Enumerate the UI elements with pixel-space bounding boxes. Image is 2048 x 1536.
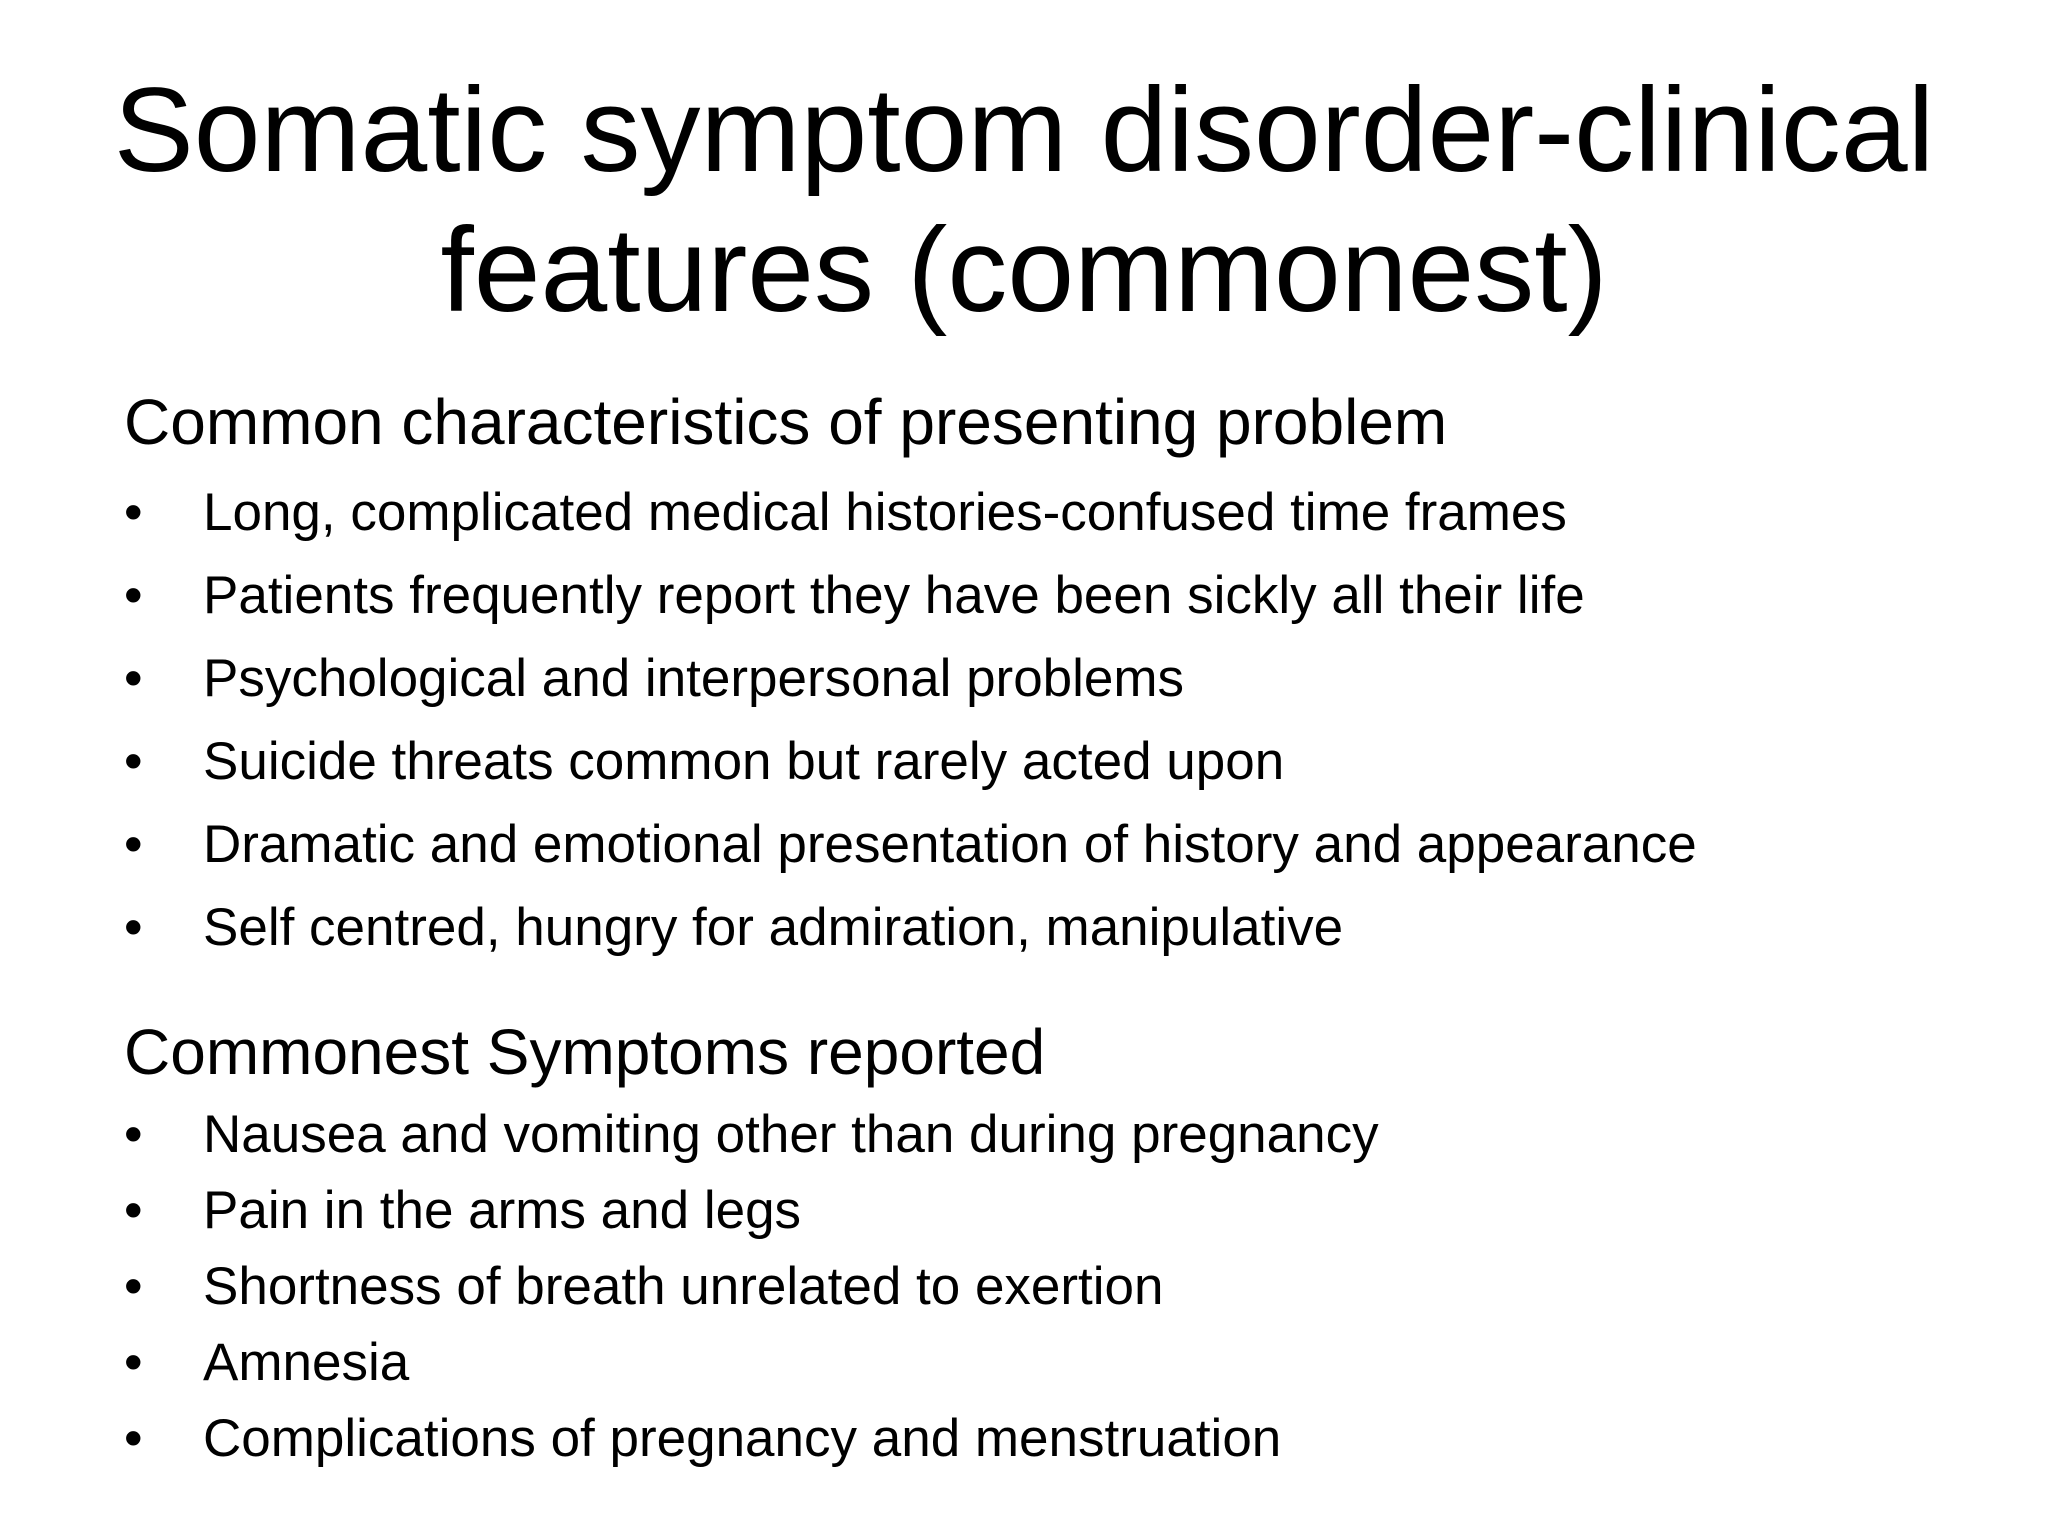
list-item: [124, 644, 1697, 727]
list-item-text: Long, complicated medical histories-confused time frames: [203, 483, 1567, 542]
section-heading-symptoms: Commonest Symptoms reported: [124, 1016, 1046, 1088]
bullet-point: •: [124, 1257, 143, 1316]
bullet-point: •: [124, 1333, 143, 1392]
list-item: [124, 727, 1697, 810]
list-item: [124, 1404, 1379, 1480]
bullet-point: •: [124, 898, 143, 957]
slide-title-line-1: Somatic symptom disorder-clinical: [113, 63, 1935, 197]
bullet-point: •: [124, 566, 143, 625]
list-item: [124, 1252, 1379, 1328]
list-item: [124, 478, 1697, 561]
slide-title: [0, 60, 2048, 340]
symptoms-list: [124, 1100, 1379, 1480]
list-item: [124, 561, 1697, 644]
presenting-problem-list: [124, 478, 1697, 976]
slide-title-line-2: features (commonest): [440, 203, 1608, 337]
list-item: [124, 1100, 1379, 1176]
bullet-point: •: [124, 483, 143, 542]
bullet-point: •: [124, 815, 143, 874]
list-item-text: Patients frequently report they have been sickly all their life: [203, 566, 1585, 625]
section-heading-presenting-problem: Common characteristics of presenting problem: [124, 386, 1448, 458]
list-item-text: Shortness of breath unrelated to exertion: [203, 1257, 1164, 1316]
list-item-text: Self centred, hungry for admiration, manipulative: [203, 898, 1344, 957]
list-item: [124, 1328, 1379, 1404]
list-item-text: Psychological and interpersonal problems: [203, 649, 1185, 708]
list-item: [124, 1176, 1379, 1252]
bullet-point: •: [124, 649, 143, 708]
list-item: [124, 893, 1697, 976]
bullet-point: •: [124, 1181, 143, 1240]
list-item: [124, 810, 1697, 893]
list-item-text: Suicide threats common but rarely acted upon: [203, 732, 1285, 791]
list-item-text: Complications of pregnancy and menstruation: [203, 1409, 1282, 1468]
list-item-text: Dramatic and emotional presentation of history and appearance: [203, 815, 1697, 874]
bullet-point: •: [124, 732, 143, 791]
list-item-text: Pain in the arms and legs: [203, 1181, 802, 1240]
bullet-point: •: [124, 1409, 143, 1468]
bullet-point: •: [124, 1105, 143, 1164]
list-item-text: Nausea and vomiting other than during pregnancy: [203, 1105, 1379, 1164]
list-item-text: Amnesia: [203, 1333, 410, 1392]
